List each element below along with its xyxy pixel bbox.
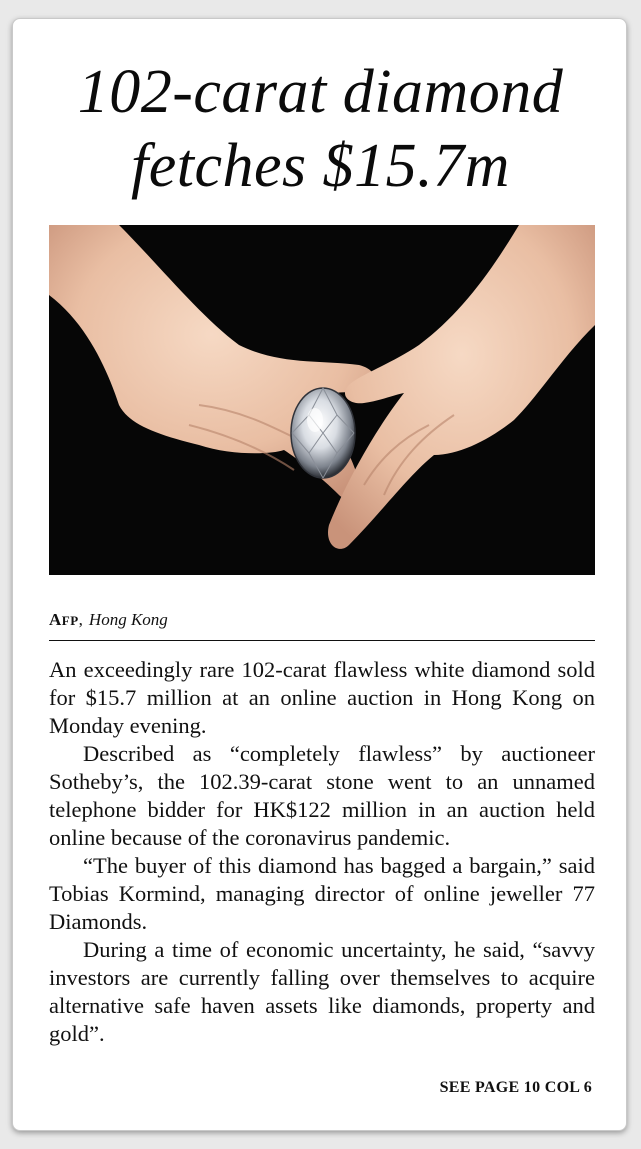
- dateline-separator: ,: [78, 610, 83, 629]
- paragraph-2: Described as “completely flawless” by auctioneer Sotheby’s, the 102.39-carat stone went to an unnamed telephone bidder for HK$122 million in an auction held online because of the coronavirus pandemic.: [49, 741, 595, 850]
- article-body: [49, 656, 595, 1048]
- dateline: [49, 609, 168, 632]
- article-photo: [49, 225, 595, 575]
- diamond-shape: [291, 388, 355, 478]
- dateline-divider: [49, 640, 595, 641]
- hands-holding-diamond-image: [49, 225, 595, 575]
- dateline-place: Hong Kong: [88, 610, 168, 629]
- agency-rest: FP: [61, 613, 79, 628]
- article-card: [12, 18, 627, 1131]
- paragraph-3: “The buyer of this diamond has bagged a bargain,” said Tobias Kormind, managing director of online jeweller 77 Diamonds.: [49, 853, 595, 934]
- headline-line-1: 102-carat diamond: [77, 58, 564, 126]
- continued-on-page-line: SEE PAGE 10 COL 6: [439, 1079, 592, 1096]
- headline: [13, 55, 628, 203]
- paragraph-4: During a time of economic uncertainty, he said, “savvy investors are currently falling over themselves to acquire alternative safe haven assets like diamonds, property and gold”.: [49, 937, 595, 1046]
- agency-initial: A: [49, 610, 62, 629]
- paragraph-1: An exceedingly rare 102-carat flawless white diamond sold for $15.7 million at an online auction in Hong Kong on Monday evening.: [49, 657, 595, 738]
- headline-line-2: fetches $15.7m: [131, 132, 510, 200]
